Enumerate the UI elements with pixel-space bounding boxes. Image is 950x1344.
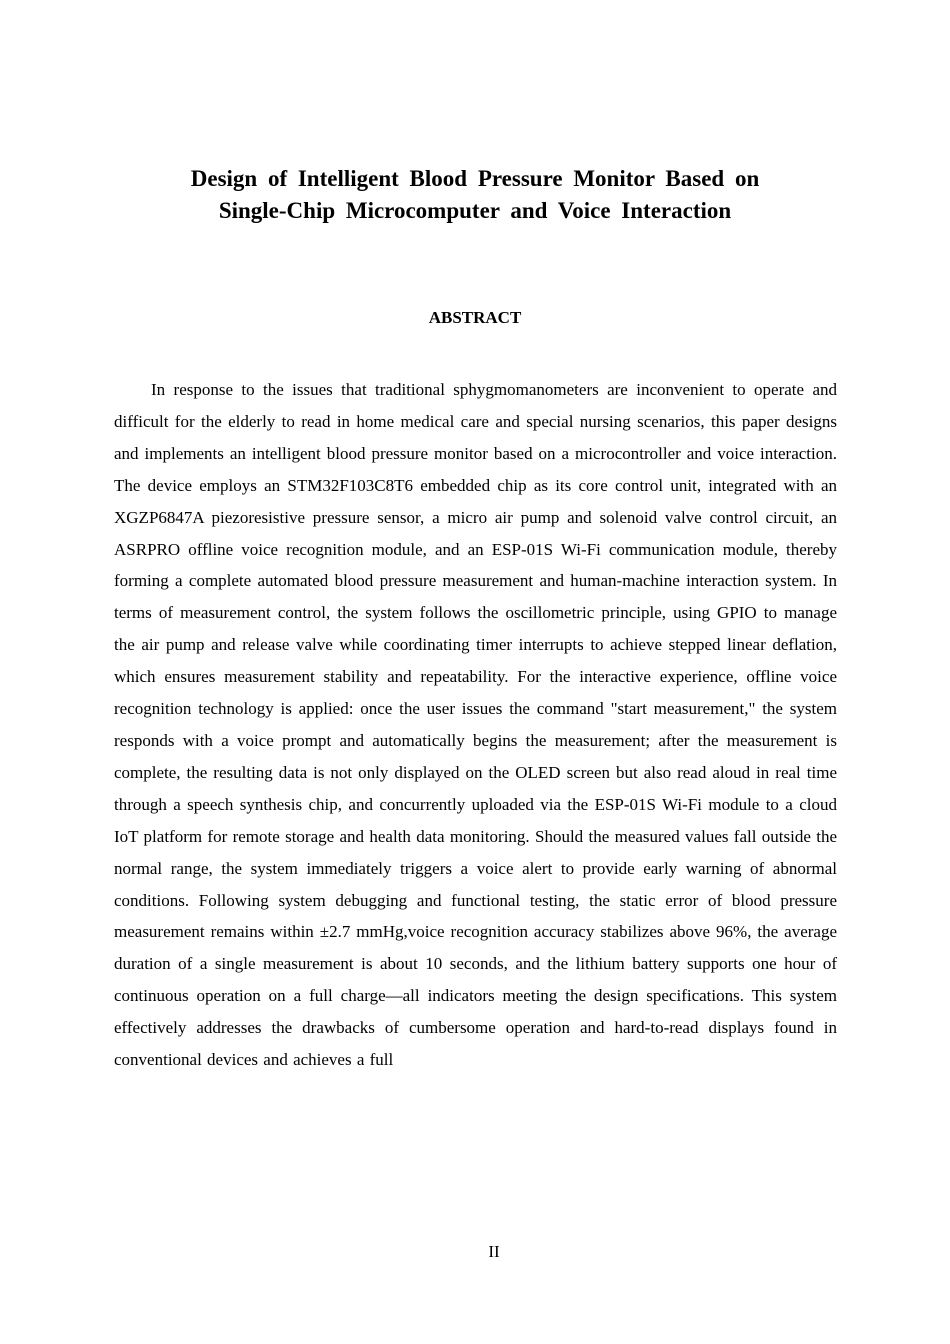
paper-title xyxy=(140,163,810,227)
abstract-heading: ABSTRACT xyxy=(428,308,522,327)
paper-title-line-2: Single-Chip Microcomputer and Voice Interaction xyxy=(218,198,732,223)
abstract-paragraph: In response to the issues that traditional sphygmomanometers are inconvenient to operate and difficult for the elderly to read in home medical care and special nursing scenarios, this paper designs and implements an intelligent blood pressure monitor based on a microcontroller and voice interaction. The device employs an STM32F103C8T6 embedded chip as its core control unit, integrated with an XGZP6847A piezoresistive pressure sensor, a micro air pump and solenoid valve control circuit, an ASRPRO offline voice recognition module, and an ESP-01S Wi-Fi communication module, thereby forming a complete automated blood pressure measurement and human-machine interaction system. In terms of measurement control, the system follows the oscillometric principle, using GPIO to manage the air pump and release valve while coordinating timer interrupts to achieve stepped linear deflation, which ensures measurement stability and repeatability. For the interactive experience, offline voice recognition technology is applied: once the user issues the command "start measurement," the system responds with a voice prompt and automatically begins the measurement; after the measurement is complete, the resulting data is not only displayed on the OLED screen but also read aloud in real time through a speech synthesis chip, and concurrently uploaded via the ESP-01S Wi-Fi module to a cloud IoT platform for remote storage and health data monitoring. Should the measured values fall outside the normal range, the system immediately triggers a voice alert to provide early warning of abnormal conditions. Following system debugging and functional testing, the static error of blood pressure measurement remains within ±2.7 mmHg,voice recognition accuracy stabilizes above 96%, the average duration of a single measurement is about 10 seconds, and the lithium battery supports one hour of continuous operation on a full charge—all indicators meeting the design specifications. This system effectively addresses the drawbacks of cumbersome operation and hard-to-read displays found in conventional devices and achieves a full xyxy=(114,380,837,1070)
paper-title-line-1: Design of Intelligent Blood Pressure Monitor Based on xyxy=(190,166,760,191)
page-number: II xyxy=(488,1242,500,1261)
